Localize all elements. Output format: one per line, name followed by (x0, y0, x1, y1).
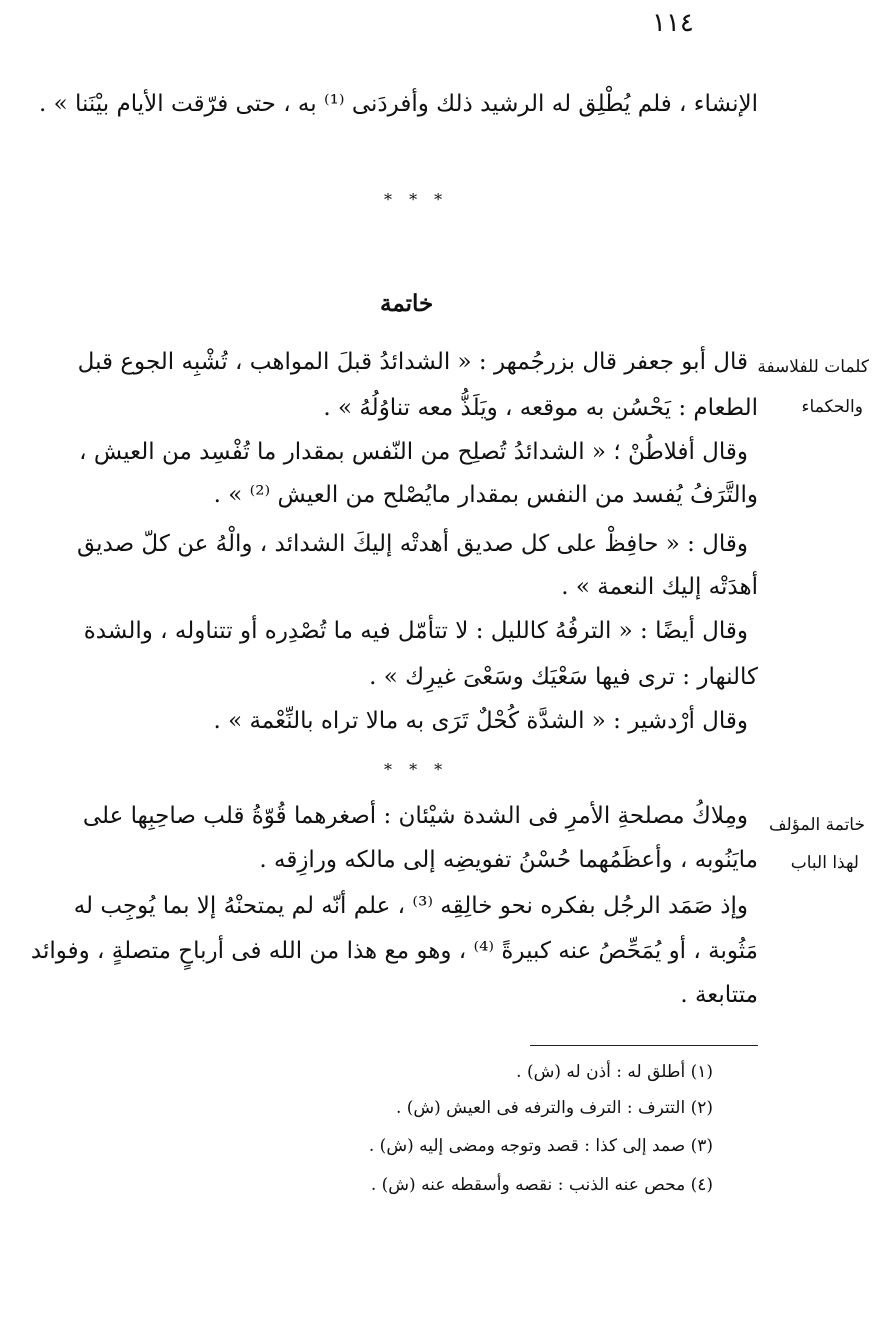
body-line: أهدَتْه إليك النعمة » . (561, 574, 758, 600)
body-line: الإنشاء ، فلم يُطْلِق له الرشيد ذلك وأفردَنى ⁽¹⁾ به ، حتى فرّقت الأيام بيْنَنا » . (38, 91, 758, 117)
margin-note-line: كلمات للفلاسفة (757, 357, 869, 377)
margin-note-line: خاتمة المؤلف (768, 815, 865, 835)
body-line: الطعام : يَحْسُن به موقعه ، ويَلَذُّ معه تناوُلُهُ » . (323, 395, 758, 421)
section-separator: * * * (384, 190, 449, 209)
body-line: مايَنُوبه ، وأعظَمُهما حُسْنُ تفويضِه إلى مالكه ورازِقه . (259, 847, 758, 873)
body-line: ومِلاكُ مصلحةِ الأمرِ فى الشدة شيْئان : أصغرهما قُوّةُ قلب صاحِبِها على (82, 803, 748, 829)
section-separator: * * * (384, 760, 449, 779)
footnote: (٣) صمد إلى كذا : قصد وتوجه ومضى إليه (ش) . (368, 1136, 713, 1156)
page-number: ١١٤ (652, 8, 694, 38)
body-line: متتابعة . (680, 982, 758, 1008)
body-line: قال أبو جعفر قال بزرجُمهر : « الشدائدُ قبلَ المواهب ، تُشْبِه الجوع قبل (77, 349, 748, 375)
footnote: (٤) محص عنه الذنب : نقصه وأسقطه عنه (ش) . (370, 1175, 713, 1195)
section-heading: خاتمة (380, 290, 434, 317)
body-line: وإذ صَمَد الرجُل بفكره نحو خالِقِه ⁽³⁾ ، علم أنّه لم يمتحنْهُ إلا بما يُوجِب له (73, 893, 748, 919)
body-line: كالنهار : ترى فيها سَعْيَك وسَعْىَ غيرِك » . (369, 664, 758, 690)
margin-note-line: والحكماء (801, 397, 863, 417)
body-line: وقال أيضًا : « الترفُهُ كالليل : لا تتأمّل فيه ما تُصْدِره أو تتناوله ، والشدة (83, 618, 748, 644)
footnote-rule (530, 1045, 758, 1046)
footnote: (١) أطلق له : أذن له (ش) . (516, 1062, 713, 1082)
body-line: والتَّرَفُ يُفسد من النفس بمقدار مايُصْلح من العيش ⁽²⁾ » . (213, 482, 758, 508)
body-line: وقال أفلاطُنْ ؛ « الشدائدُ تُصلِح من النّفس بمقدار ما تُفْسِد من العيش ، (79, 439, 748, 465)
body-line: وقال أرْدشير : « الشدَّة كُحْلٌ تَرَى به مالا تراه بالنِّعْمة » . (213, 708, 748, 734)
body-line: مَثُوبة ، أو يُمَحِّصُ عنه كبيرةً ⁽⁴⁾ ، وهو مع هذا من الله فى أرباحٍ متصلةٍ ، وفوائد (30, 938, 758, 964)
body-line: وقال : « حافِظْ على كل صديق أهدتْه إليكَ الشدائد ، والْهُ عن كلّ صديق (76, 531, 748, 557)
footnote: (٢) التترف : الترف والترفه فى العيش (ش) . (395, 1098, 713, 1118)
margin-note-line: لهذا الباب (790, 853, 859, 873)
